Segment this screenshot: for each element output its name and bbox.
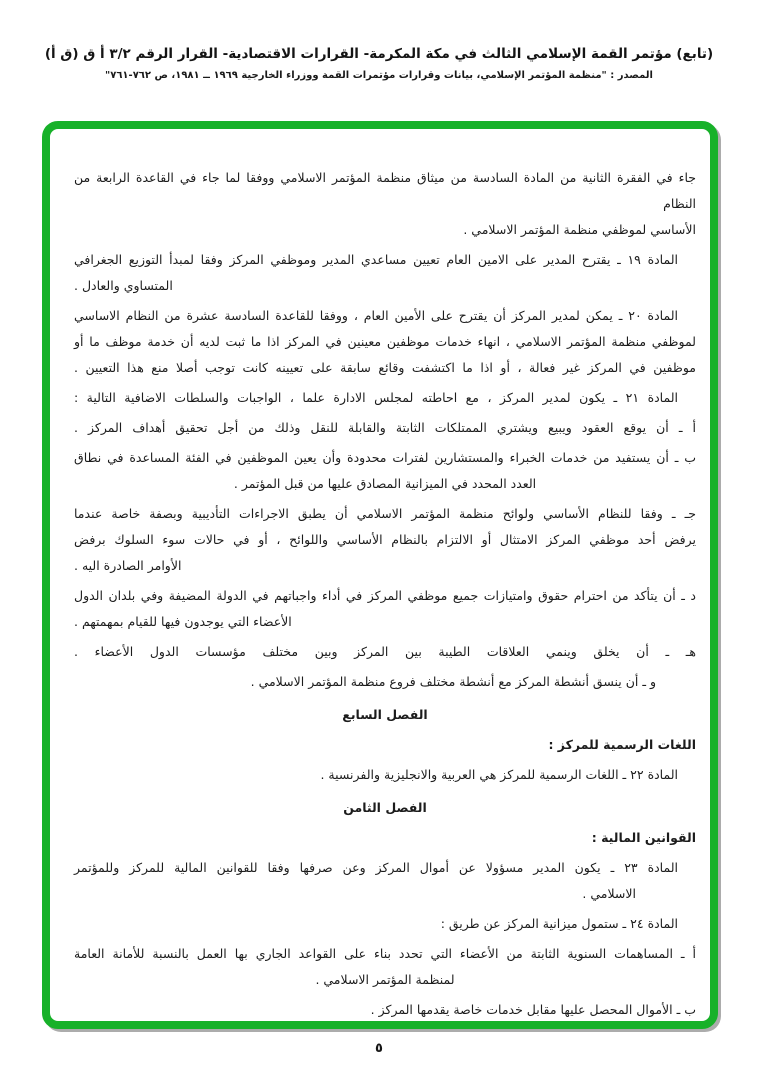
document-line: أ ـ المساهمات السنوية الثابتة من الأعضاء التي تحدد بناء على القواعد الجاري بها العمل بالنسبة للأمانة العامة [74,946,696,961]
document-line: المادة ٢٤ ـ ستمول ميزانية المركز عن طريق : [440,916,678,931]
document-line: الاسلامي . [582,886,636,901]
document-line: لموظفي منظمة المؤتمر الاسلامي ، انهاء خدمات موظفين معينين في المركز اذا ما ثبت لديه أن خدمة موظف ما أو [74,334,696,349]
document-title: (تابع) مؤتمر القمة الإسلامي الثالث في مكة المكرمة- القرارات الاقتصادية- القرار الرقم ٣/٢ أ ق (ق أ) [44,46,714,62]
document-line: يرفض أحد موظفي المركز الامتثال أو الالتزام بالنظام الأساسي واللوائح ، أو في حالات سوء السلوك برفض [74,532,696,547]
section-heading: الفصل الثامن [343,800,427,815]
document-line: المادة ٢٢ ـ اللغات الرسمية للمركز هي العربية والانجليزية والفرنسية . [320,767,678,782]
document-line: موظفين في المركز غير فعالة ، أو اذا ما اكتشفت وقائع سابقة على تعيينه كانت توجب أصلا منع هذا التعيين . [74,360,696,375]
document-line: جـ ـ وفقا للنظام الأساسي ولوائح منظمة المؤتمر الاسلامي أن يطبق الاجراءات التأديبية وبصفة خاصة عندما [74,506,696,521]
section-subheading: اللغات الرسمية للمركز : [548,737,696,752]
document-line: المادة ٢٣ ـ يكون المدير مسؤولا عن أموال المركز وعن صرفها وفقا للقوانين المالية للمركز وللمؤتمر [74,860,679,875]
document-line: جاء في الفقرة الثانية من المادة السادسة من ميثاق منظمة المؤتمر الاسلامي ووفقا لما جاء في القاعدة الرابعة من النظام [74,170,696,211]
document-line: المادة ١٩ ـ يقترح المدير على الامين العام تعيين مساعدي المدير وموظفي المركز وفقا لمبدأ التوزيع الجغرافي [74,252,679,267]
document-line: ب ـ الأموال المحصل عليها مقابل خدمات خاصة يقدمها المركز . [370,1002,696,1017]
document-line: المتساوي والعادل . [74,278,173,293]
document-line: المادة ٢٠ ـ يمكن لمدير المركز أن يقترح على الأمين العام ، ووفقا للقاعدة السادسة عشرة من النظام الاساسي [74,308,678,323]
page-number: ٥ [375,1041,383,1056]
section-heading: الفصل السابع [342,707,428,722]
section-subheading: القوانين المالية : [591,830,696,845]
document-source-line: المصدر : "منظمة المؤتمر الإسلامي، بيانات وقرارات مؤتمرات القمة ووزراء الخارجية ١٩٦٩ ــ ١٩٨١، ص ٧٦٢-٧٦١" [105,70,653,81]
document-line: لمنظمة المؤتمر الاسلامي . [315,972,455,987]
document-line: و ـ أن ينسق أنشطة المركز مع أنشطة مختلف فروع منظمة المؤتمر الاسلامي . [250,674,656,689]
document-line: ب ـ أن يستفيد من خدمات الخبراء والمستشارين لفترات محدودة وأن يعين الموظفين في الفئة المساعدة في نطاق [74,450,696,465]
document-line: الأعضاء التي يوجدون فيها للقيام بمهمتهم . [74,614,292,629]
document-line: المادة ٢١ ـ يكون لمدير المركز ، مع احاطته لمجلس الادارة علما ، الواجبات والسلطات الاضافية التالية : [74,390,678,405]
document-body [50,129,710,1021]
page-header [0,46,758,81]
document-line: هـ ـ أن يخلق وينمي العلاقات الطيبة بين المركز وبين مختلف مؤسسات الدول الأعضاء . [74,644,696,659]
document-line: أ ـ أن يوقع العقود ويبيع ويشتري الممتلكات الثابتة والقابلة للنقل وذلك من أجل تحقيق أهداف المركز . [74,420,696,435]
document-line: د ـ أن يتأكد من احترام حقوق وامتيازات جميع موظفي المركز في أداء واجباتهم في الدولة المضيفة وفي بلدان الدول [74,588,696,603]
green-highlight-frame [42,121,718,1029]
document-line: العدد المحدد في الميزانية المصادق عليها من قبل المؤتمر . [233,476,537,491]
document-line: الأساسي لموظفي منظمة المؤتمر الاسلامي . [463,222,696,237]
document-line: الأوامر الصادرة اليه . [74,558,182,573]
